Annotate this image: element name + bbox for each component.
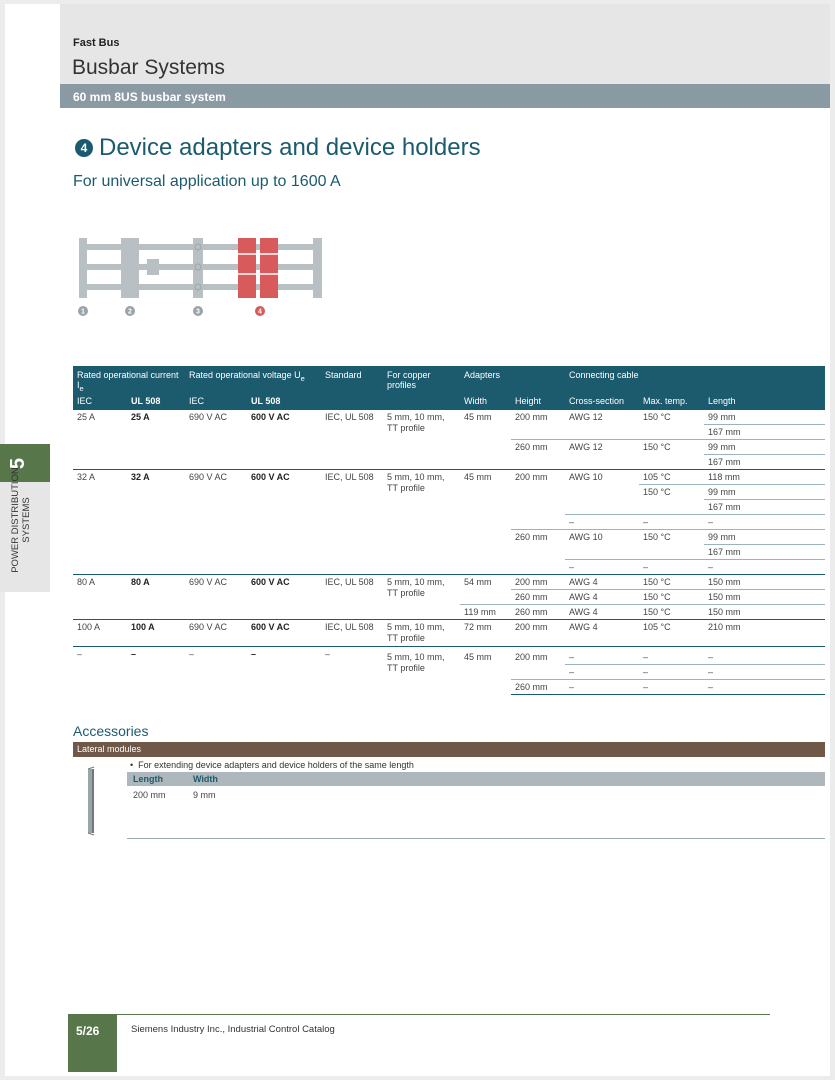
table-row: 167 mm xyxy=(708,456,741,467)
header-standard: Standard xyxy=(321,366,383,394)
table-row: 119 mm 260 mm AWG 4 150 °C 150 mm xyxy=(464,606,741,617)
header-cross-section: Cross-section xyxy=(565,394,639,410)
chapter-number: 5 xyxy=(0,444,50,482)
table-row: 167 mm xyxy=(73,499,825,514)
table-group xyxy=(73,574,825,619)
section-title xyxy=(75,134,481,162)
table-row: 260 mm – – – xyxy=(73,679,825,694)
header-ul508: UL 508 xyxy=(127,394,185,410)
table-row: 260 mm AWG 12 150 °C 99 mm xyxy=(73,439,825,454)
table-row: 167 mm xyxy=(73,424,825,439)
busbar-diagram xyxy=(73,232,328,322)
header-ul508: UL 508 xyxy=(247,394,321,410)
table-row: 260 mm AWG 10 150 °C 99 mm xyxy=(73,529,825,544)
device-adapter-highlight xyxy=(238,238,256,298)
busbar-clamp xyxy=(147,259,159,275)
table-row: 200 mm 9 mm xyxy=(127,786,825,838)
lateral-module-image xyxy=(84,765,98,837)
header-length: Length xyxy=(704,394,825,410)
busbar-support xyxy=(313,238,322,298)
table-row: – – – xyxy=(569,561,714,572)
acc-header-length: Length xyxy=(127,772,187,786)
table-row: – – – xyxy=(73,514,825,529)
header-max-temp: Max. temp. xyxy=(639,394,704,410)
device-adapter-highlight xyxy=(260,238,278,298)
page-title: Busbar Systems xyxy=(72,56,225,79)
subtitle-text: 60 mm 8US busbar system xyxy=(73,90,226,104)
accessories-bar: Lateral modules xyxy=(73,742,825,757)
label-2: 2 xyxy=(128,308,132,316)
table-row: 260 mm AWG 4 150 °C 150 mm xyxy=(73,589,825,604)
table-group xyxy=(73,469,825,574)
table-row: – – – xyxy=(73,664,825,679)
acc-header-width: Width xyxy=(187,772,825,786)
page-number: 5/26 xyxy=(68,1014,117,1072)
accessories-title: Accessories xyxy=(73,723,149,739)
table-row: 80 A 80 A 690 V AC 600 V AC IEC, UL 508 5 mm, 10 mm, TT profile 54 mm 200 mm AWG 4 150 °C 150 mm xyxy=(73,574,825,589)
header-connecting-cable: Connecting cable xyxy=(565,366,825,394)
busbar-support xyxy=(79,238,87,298)
table-row: 25 A 25 A 690 V AC 600 V AC IEC, UL 508 5 mm, 10 mm, TT profile 45 mm 200 mm AWG 12 150 °C 99 mm xyxy=(73,409,825,424)
accessories-bullet: • For extending device adapters and device holders of the same length xyxy=(130,760,414,770)
accessories-table xyxy=(127,772,825,839)
subtitle-bar xyxy=(60,84,830,108)
header-rated-voltage: Rated operational voltage $U_e$ xyxy=(185,366,321,394)
footer-text: Siemens Industry Inc., Industrial Control Catalog xyxy=(131,1024,335,1035)
header-iec: IEC xyxy=(185,394,247,410)
table-row: 32 A 32 A 690 V AC 600 V AC IEC, UL 508 5 mm, 10 mm, TT profile 45 mm 200 mm AWG 10 105 °C 118 mm xyxy=(73,469,825,484)
label-1: 1 xyxy=(81,308,85,316)
table-row: – – – – – 5 mm, 10 mm, TT profile 45 mm 200 mm – – – xyxy=(73,646,825,664)
busbar-holder xyxy=(121,238,139,298)
section-number-badge: 4 xyxy=(75,139,93,157)
header-adapters: Adapters xyxy=(460,366,565,394)
device-adapter-table xyxy=(73,366,825,695)
table-row: 167 mm xyxy=(73,544,825,559)
brand-label: Fast Bus xyxy=(73,37,120,49)
header-copper-profiles: For copper profiles xyxy=(383,366,460,394)
header-width: Width xyxy=(460,394,511,410)
table-group xyxy=(73,646,825,694)
footer-divider xyxy=(117,1014,770,1015)
section-title-text: Device adapters and device holders xyxy=(99,134,481,161)
table-group xyxy=(73,619,825,646)
table-group xyxy=(73,409,825,469)
table-row: 100 A 100 A 690 V AC 600 V AC IEC, UL 508 5 mm, 10 mm, TT profile 72 mm 200 mm AWG 4 105 °C 210 mm xyxy=(73,619,825,646)
section-subtitle: For universal application up to 1600 A xyxy=(73,173,341,190)
label-3: 3 xyxy=(196,308,200,316)
header-height: Height xyxy=(511,394,565,410)
header-iec: IEC xyxy=(73,394,127,410)
table-row: 150 °C 99 mm xyxy=(73,484,825,499)
chapter-side-tab xyxy=(0,444,50,592)
chapter-title: POWER DISTRIBUTION SYSTEMS xyxy=(10,467,32,573)
header-rated-current: Rated operational current $I_e$ xyxy=(73,366,185,394)
label-4: 4 xyxy=(258,308,262,316)
